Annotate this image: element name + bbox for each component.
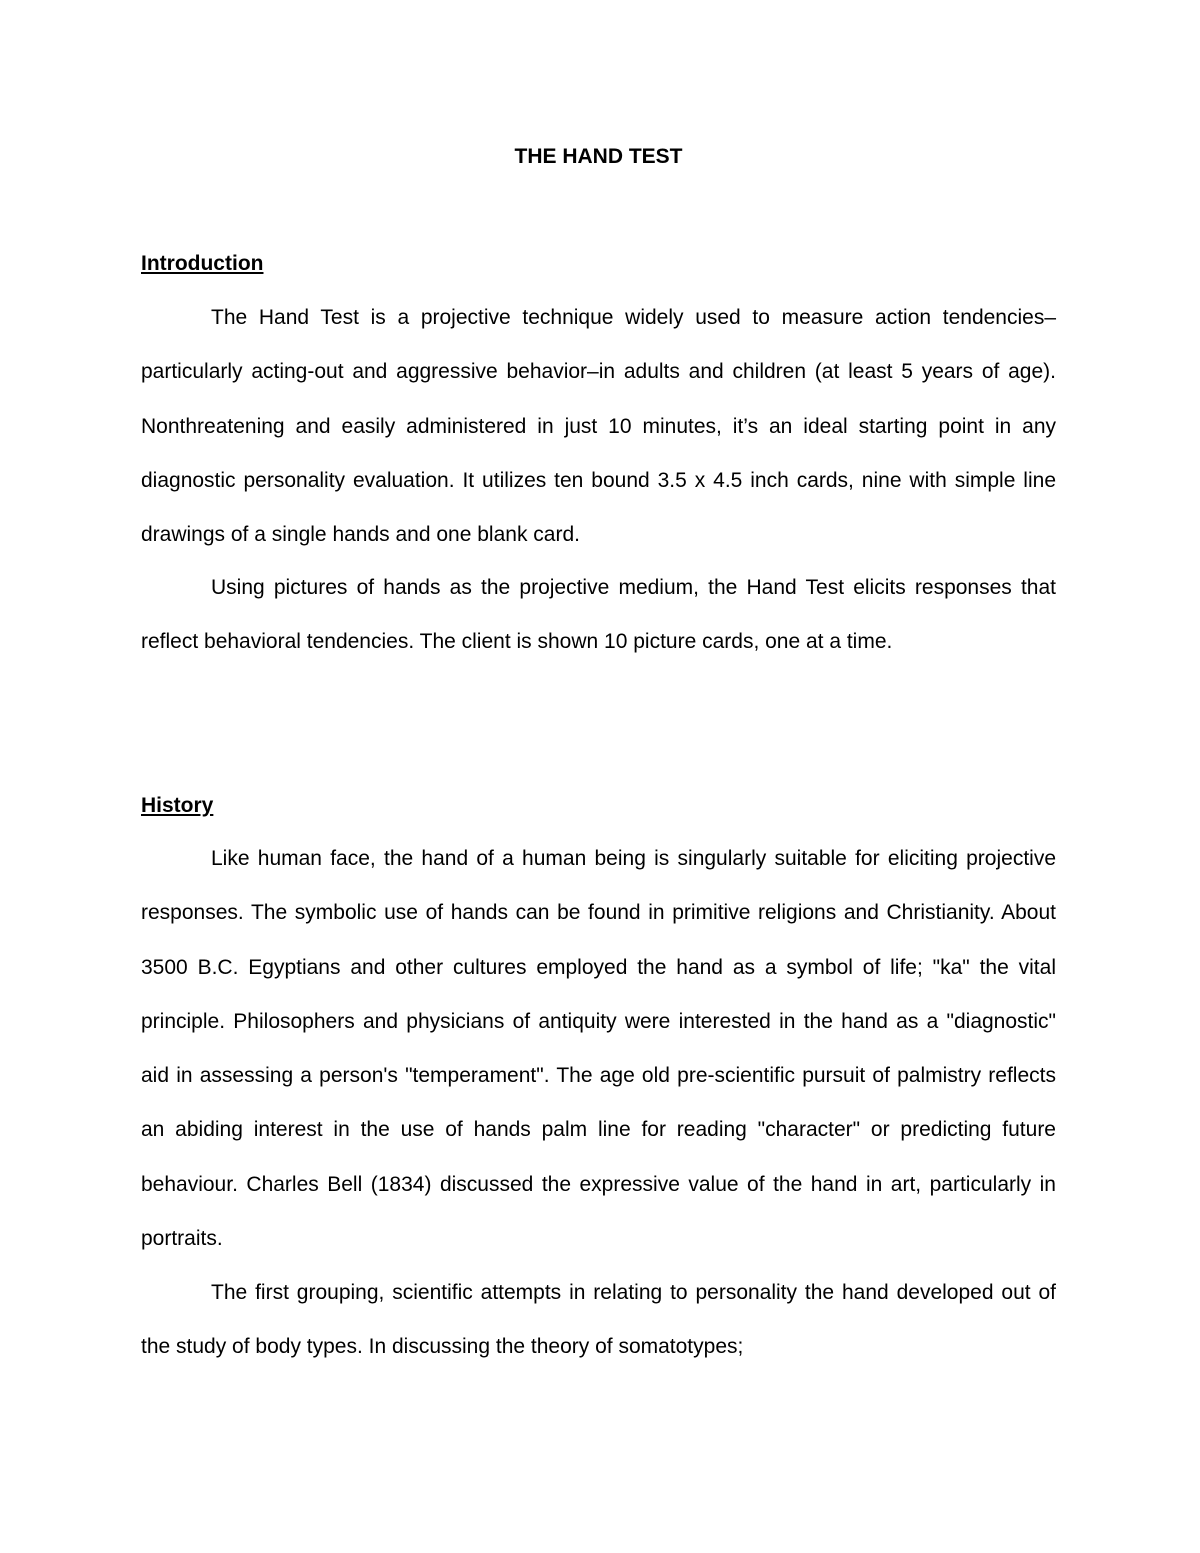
paragraph-intro-1: The Hand Test is a projective technique widely used to measure action tendencies–particularly acting-out and aggressive behavior–in adults and children (at least 5 years of age). Nonthreatening and easily administered in just 10 minutes, it’s an ideal starting point in any diagnostic personality evaluation. It utilizes ten bound 3.5 x 4.5 inch cards, nine with simple line drawings of a single hands and one blank card. bbox=[141, 306, 1056, 547]
section-heading-introduction: Introduction bbox=[141, 252, 264, 275]
paragraph-history-1: Like human face, the hand of a human being is singularly suitable for eliciting projective responses. The symbolic use of hands can be found in primitive religions and Christianity. About 3500 B.C. Egyptians and other cultures employed the hand as a symbol of life; "ka" the vital principle. Philosophers and physicians of antiquity were interested in the hand as a "diagnostic" aid in assessing a person's "temperament". The age old pre-scientific pursuit of palmistry reflects an abiding interest in the use of hands palm line for reading "character" or predicting future behaviour. Charles Bell (1834) discussed the expressive value of the hand in art, particularly in portraits. bbox=[141, 847, 1056, 1251]
paragraph-history-2: The first grouping, scientific attempts in relating to personality the hand developed out of the study of body types. In discussing the theory of somatotypes; bbox=[141, 1281, 1056, 1359]
document-title: THE HAND TEST bbox=[514, 145, 683, 168]
section-heading-history: History bbox=[141, 794, 214, 817]
paragraph-intro-2: Using pictures of hands as the projective medium, the Hand Test elicits responses that reflect behavioral tendencies. The client is shown 10 picture cards, one at a time. bbox=[141, 576, 1056, 654]
